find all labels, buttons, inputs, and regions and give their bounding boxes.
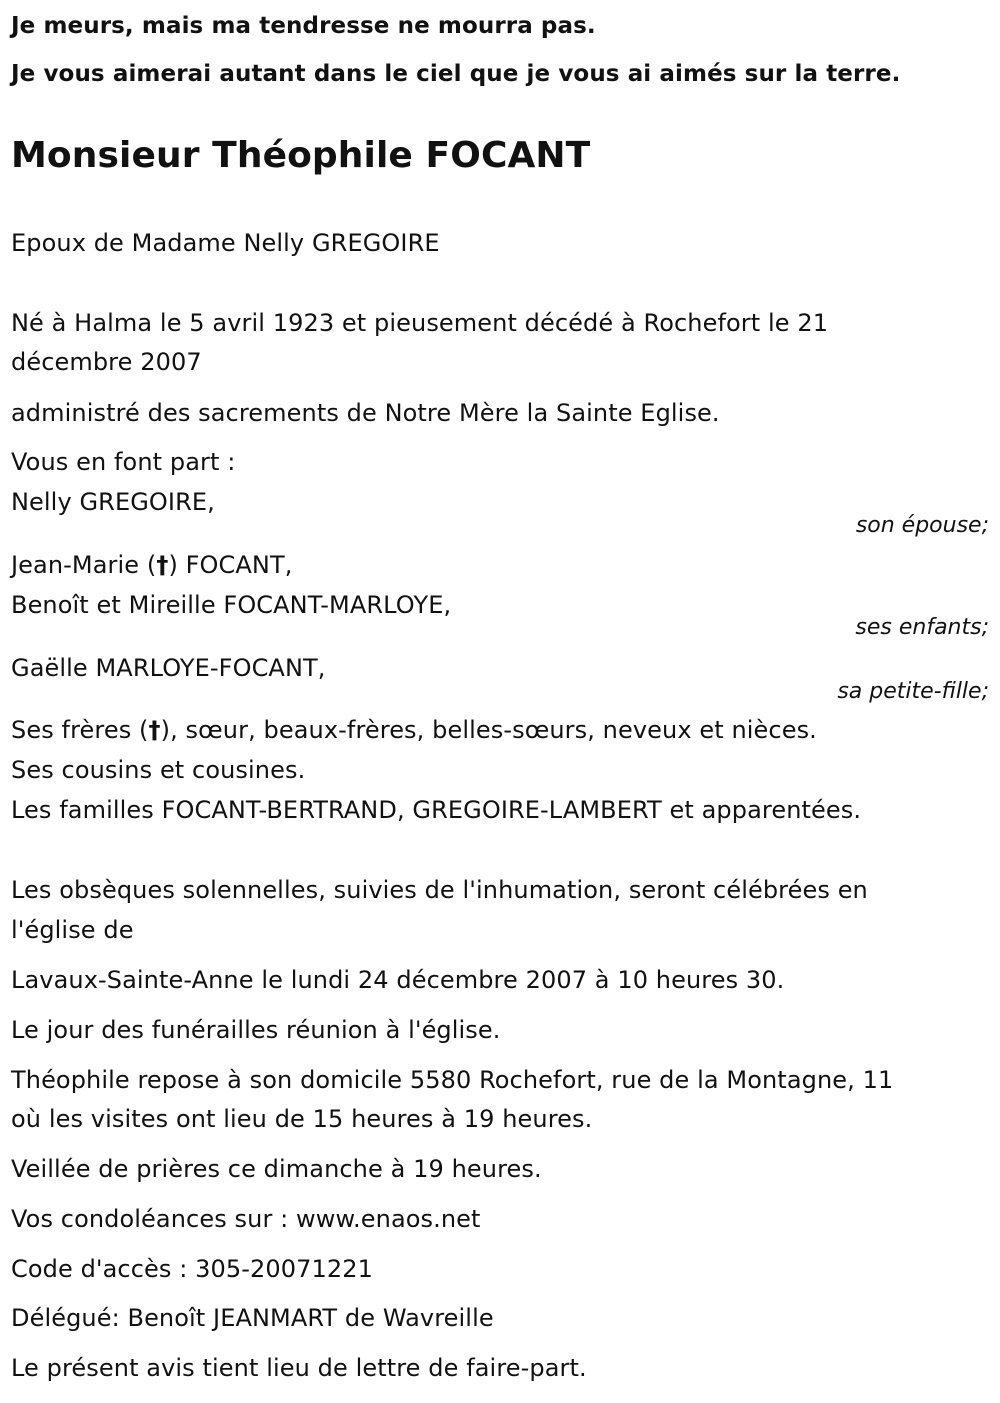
delegate-line: Délégué: Benoît JEANMART de Wavreille: [11, 1304, 494, 1332]
family-families: Les familles FOCANT-BERTRAND, GREGOIRE-LAMBERT et apparentées.: [11, 796, 862, 824]
epigraph-line-2: Je vous aimerai autant dans le ciel que je vous ai aimés sur la terre.: [11, 61, 901, 87]
funeral-line-3: Lavaux-Sainte-Anne le lundi 24 décembre 2007 à 10 heures 30.: [11, 966, 785, 994]
birth-death-line-1: Né à Halma le 5 avril 1923 et pieusement décédé à Rochefort le 21: [11, 309, 829, 337]
family-child-2: Benoît et Mireille FOCANT-MARLOYE,: [11, 591, 452, 619]
condolences-line: Vos condoléances sur : www.enaos.net: [11, 1205, 481, 1233]
family-siblings: [11, 715, 817, 745]
spouse-line: Epoux de Madame Nelly GREGOIRE: [11, 229, 440, 257]
grandchild-role: sa petite-fille;: [837, 679, 989, 704]
epigraph-line-1: Je meurs, mais ma tendresse ne mourra pas.: [11, 13, 596, 39]
funeral-line-1: Les obsèques solennelles, suivies de l'inhumation, seront célébrées en: [11, 876, 868, 904]
rest-line-1: Théophile repose à son domicile 5580 Rochefort, rue de la Montagne, 11: [11, 1066, 894, 1094]
access-code-line: Code d'accès : 305-20071221: [11, 1255, 373, 1283]
funeral-line-2: l'église de: [11, 916, 134, 944]
siblings-suffix: ), sœur, beaux-frères, belles-sœurs, neveux et nièces.: [160, 716, 817, 744]
vigil-line: Veillée de prières ce dimanche à 19 heures.: [11, 1155, 542, 1183]
family-cousins: Ses cousins et cousines.: [11, 756, 306, 784]
family-spouse: Nelly GREGOIRE,: [11, 488, 215, 516]
rest-line-2: où les visites ont lieu de 15 heures à 19 heures.: [11, 1105, 593, 1133]
child-1-prefix: Jean-Marie (: [11, 551, 157, 579]
child-1-suffix: ) FOCANT,: [168, 551, 293, 579]
announcers-intro: Vous en font part :: [11, 448, 236, 476]
siblings-prefix: Ses frères (: [11, 716, 149, 744]
cross-icon: †: [148, 716, 161, 744]
birth-death-line-2: décembre 2007: [11, 348, 202, 376]
sacraments-line: administré des sacrements de Notre Mère la Sainte Eglise.: [11, 399, 720, 427]
deceased-name: Monsieur Théophile FOCANT: [11, 135, 591, 176]
cross-icon: †: [156, 551, 169, 579]
funeral-meeting: Le jour des funérailles réunion à l'église.: [11, 1016, 501, 1044]
spouse-role: son épouse;: [855, 513, 989, 538]
closing-line: Le présent avis tient lieu de lettre de faire-part.: [11, 1354, 587, 1382]
family-grandchild: Gaëlle MARLOYE-FOCANT,: [11, 654, 326, 682]
family-child-1: [11, 550, 292, 580]
children-role: ses enfants;: [855, 615, 989, 640]
